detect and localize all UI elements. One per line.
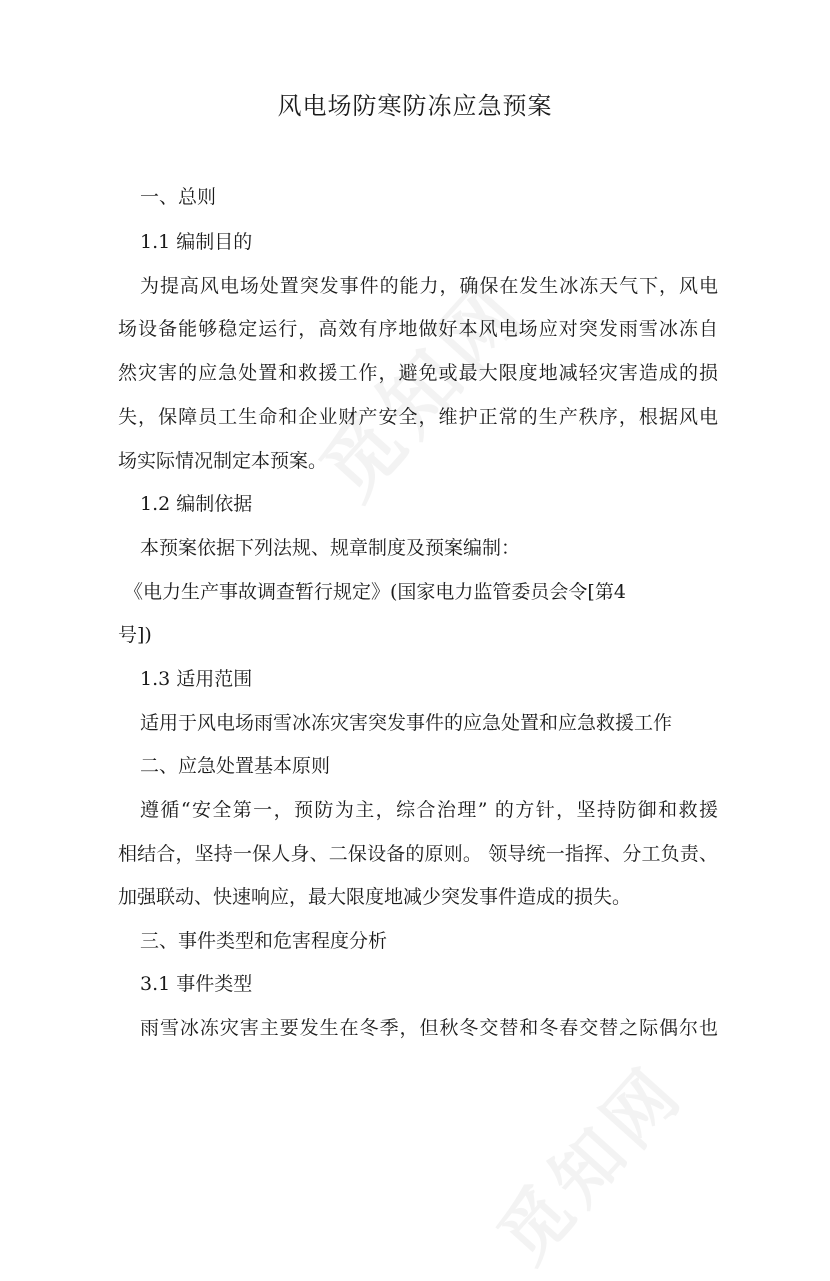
paragraph-line: 场实际情况制定本预案。	[118, 450, 328, 472]
section-heading: 二、应急处置基本原则	[140, 755, 331, 777]
paragraph-line: 加强联动、快速响应，最大限度地减少突发事件造成的损失。	[118, 886, 632, 908]
paragraph-line: 场设备能够稳定运行，高效有序地做好本风电场应对突发雨雪冰冻自	[118, 318, 718, 340]
section-heading: 一、总则	[140, 186, 217, 208]
paragraph-line: 失，保障员工生命和企业财产安全，维护正常的生产秩序，根据风电	[118, 406, 718, 428]
paragraph-line: 雨雪冰冻灾害主要发生在冬季，但秋冬交替和冬春交替之际偶尔也	[140, 1017, 718, 1039]
document-title: 风电场防寒防冻应急预案	[277, 92, 553, 120]
watermark	[471, 1040, 703, 1281]
paragraph-line: 适用于风电场雨雪冰冻灾害突发事件的应急处置和应急救援工作	[140, 712, 673, 734]
subsection-heading: 1.3 适用范围	[140, 668, 253, 690]
paragraph-line: 为提高风电场处置突发事件的能力，确保在发生冰冻天气下，风电	[140, 275, 718, 297]
subsection-heading: 1.2 编制依据	[140, 493, 253, 515]
subsection-heading: 3.1 事件类型	[140, 973, 253, 995]
paragraph-line: 号])	[118, 624, 152, 646]
section-heading: 三、事件类型和危害程度分析	[140, 930, 388, 952]
paragraph-line: 相结合，坚持一保人身、二保设备的原则。 领导统一指挥、分工负责、	[118, 843, 718, 865]
paragraph-line: 然灾害的应急处置和救援工作，避免或最大限度地减轻灾害造成的损	[118, 362, 718, 384]
paragraph-line: 遵循“安全第一，预防为主，综合治理” 的方针，坚持防御和救援	[140, 799, 718, 821]
paragraph-line: 本预案依据下列法规、规章制度及预案编制：	[140, 537, 521, 559]
paragraph-line: 《电力生产事故调查暂行规定》(国家电力监管委员会令[第4	[124, 581, 626, 603]
subsection-heading: 1.1 编制目的	[140, 231, 253, 253]
